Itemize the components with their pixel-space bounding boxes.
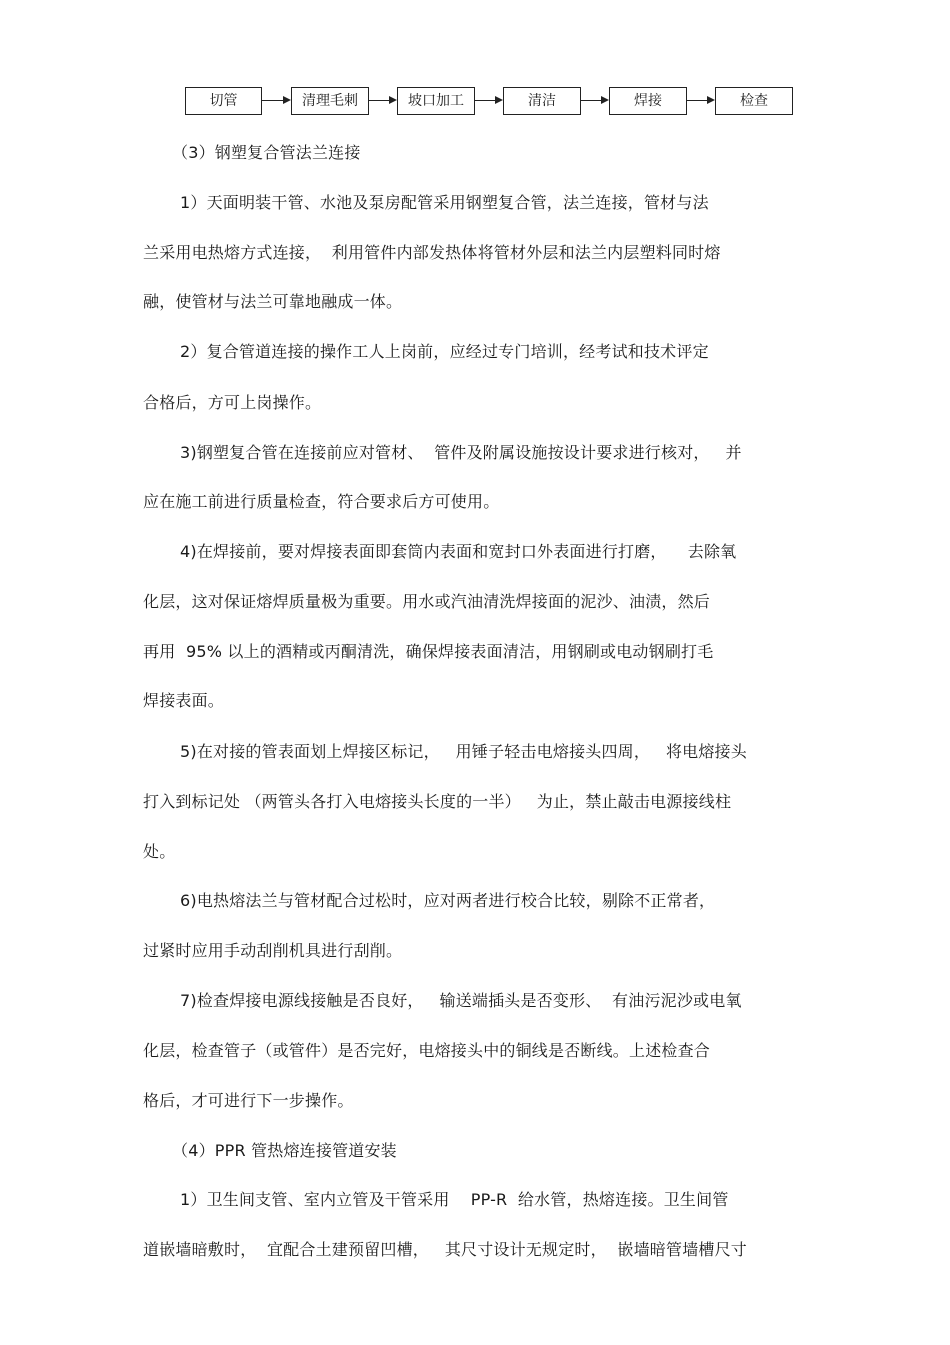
paragraph-line: 处。 bbox=[143, 842, 176, 861]
flow-step-bevel: 坡口加工 bbox=[397, 87, 475, 115]
paragraph-line: 过紧时应用手动刮削机具进行刮削。 bbox=[143, 941, 403, 960]
paragraph-line: 2）复合管道连接的操作工人上岗前，应经过专门培训，经考试和技术评定 bbox=[180, 342, 709, 361]
flow-step-clean: 清洁 bbox=[503, 87, 581, 115]
paragraph-line: 兰采用电热熔方式连接， 利用管件内部发热体将管材外层和法兰内层塑料同时熔 bbox=[143, 243, 721, 262]
paragraph-line: 化层，这对保证熔焊质量极为重要。用水或汽油清洗焊接面的泥沙、油渍，然后 bbox=[143, 592, 711, 611]
flow-arrow-icon bbox=[475, 100, 503, 102]
flow-arrow-icon bbox=[262, 100, 291, 102]
paragraph-line: 7)检查焊接电源线接触是否良好， 输送端插头是否变形、 有油污泥沙或电氧 bbox=[180, 991, 742, 1010]
process-flowchart bbox=[0, 0, 950, 130]
flow-step-deburr: 清理毛刺 bbox=[291, 87, 369, 115]
flow-step-weld: 焊接 bbox=[609, 87, 687, 115]
paragraph-line: 3)钢塑复合管在连接前应对管材、 管件及附属设施按设计要求进行核对， 并 bbox=[180, 443, 742, 462]
paragraph-line: 4)在焊接前，要对焊接表面即套筒内表面和宽封口外表面进行打磨， 去除氧 bbox=[180, 542, 737, 561]
paragraph-line: 1）卫生间支管、室内立管及干管采用 PP-R 给水管，热熔连接。卫生间管 bbox=[180, 1190, 729, 1209]
flow-arrow-icon bbox=[581, 100, 609, 102]
paragraph-line: 再用 95% 以上的酒精或丙酮清洗，确保焊接表面清洁，用钢刷或电动钢刷打毛 bbox=[143, 642, 714, 661]
paragraph-line: 焊接表面。 bbox=[143, 691, 225, 710]
paragraph-line: 1）天面明装干管、水池及泵房配管采用钢塑复合管，法兰连接，管材与法 bbox=[180, 193, 709, 212]
section-heading-3: （3）钢塑复合管法兰连接 bbox=[172, 143, 361, 162]
flow-arrow-icon bbox=[687, 100, 715, 102]
paragraph-line: 5)在对接的管表面划上焊接区标记， 用锤子轻击电熔接头四周， 将电熔接头 bbox=[180, 742, 747, 761]
paragraph-line: 道嵌墙暗敷时， 宜配合土建预留凹槽， 其尺寸设计无规定时， 嵌墙暗管墙槽尺寸 bbox=[143, 1240, 748, 1259]
paragraph-line: 打入到标记处 （两管头各打入电熔接头长度的一半） 为止，禁止敲击电源接线柱 bbox=[143, 792, 732, 811]
flow-arrow-icon bbox=[369, 100, 397, 102]
paragraph-line: 6)电热熔法兰与管材配合过松时，应对两者进行校合比较，剔除不正常者， bbox=[180, 891, 716, 910]
paragraph-line: 合格后，方可上岗操作。 bbox=[143, 393, 322, 412]
paragraph-line: 融，使管材与法兰可靠地融成一体。 bbox=[143, 292, 403, 311]
flow-step-cut-pipe: 切管 bbox=[185, 87, 262, 115]
paragraph-line: 应在施工前进行质量检查，符合要求后方可使用。 bbox=[143, 492, 500, 511]
paragraph-line: 格后，才可进行下一步操作。 bbox=[143, 1091, 354, 1110]
paragraph-line: 化层，检查管子（或管件）是否完好，电熔接头中的铜线是否断线。上述检查合 bbox=[143, 1041, 711, 1060]
flow-step-inspect: 检查 bbox=[715, 87, 793, 115]
section-heading-4: （4）PPR 管热熔连接管道安装 bbox=[172, 1141, 397, 1160]
